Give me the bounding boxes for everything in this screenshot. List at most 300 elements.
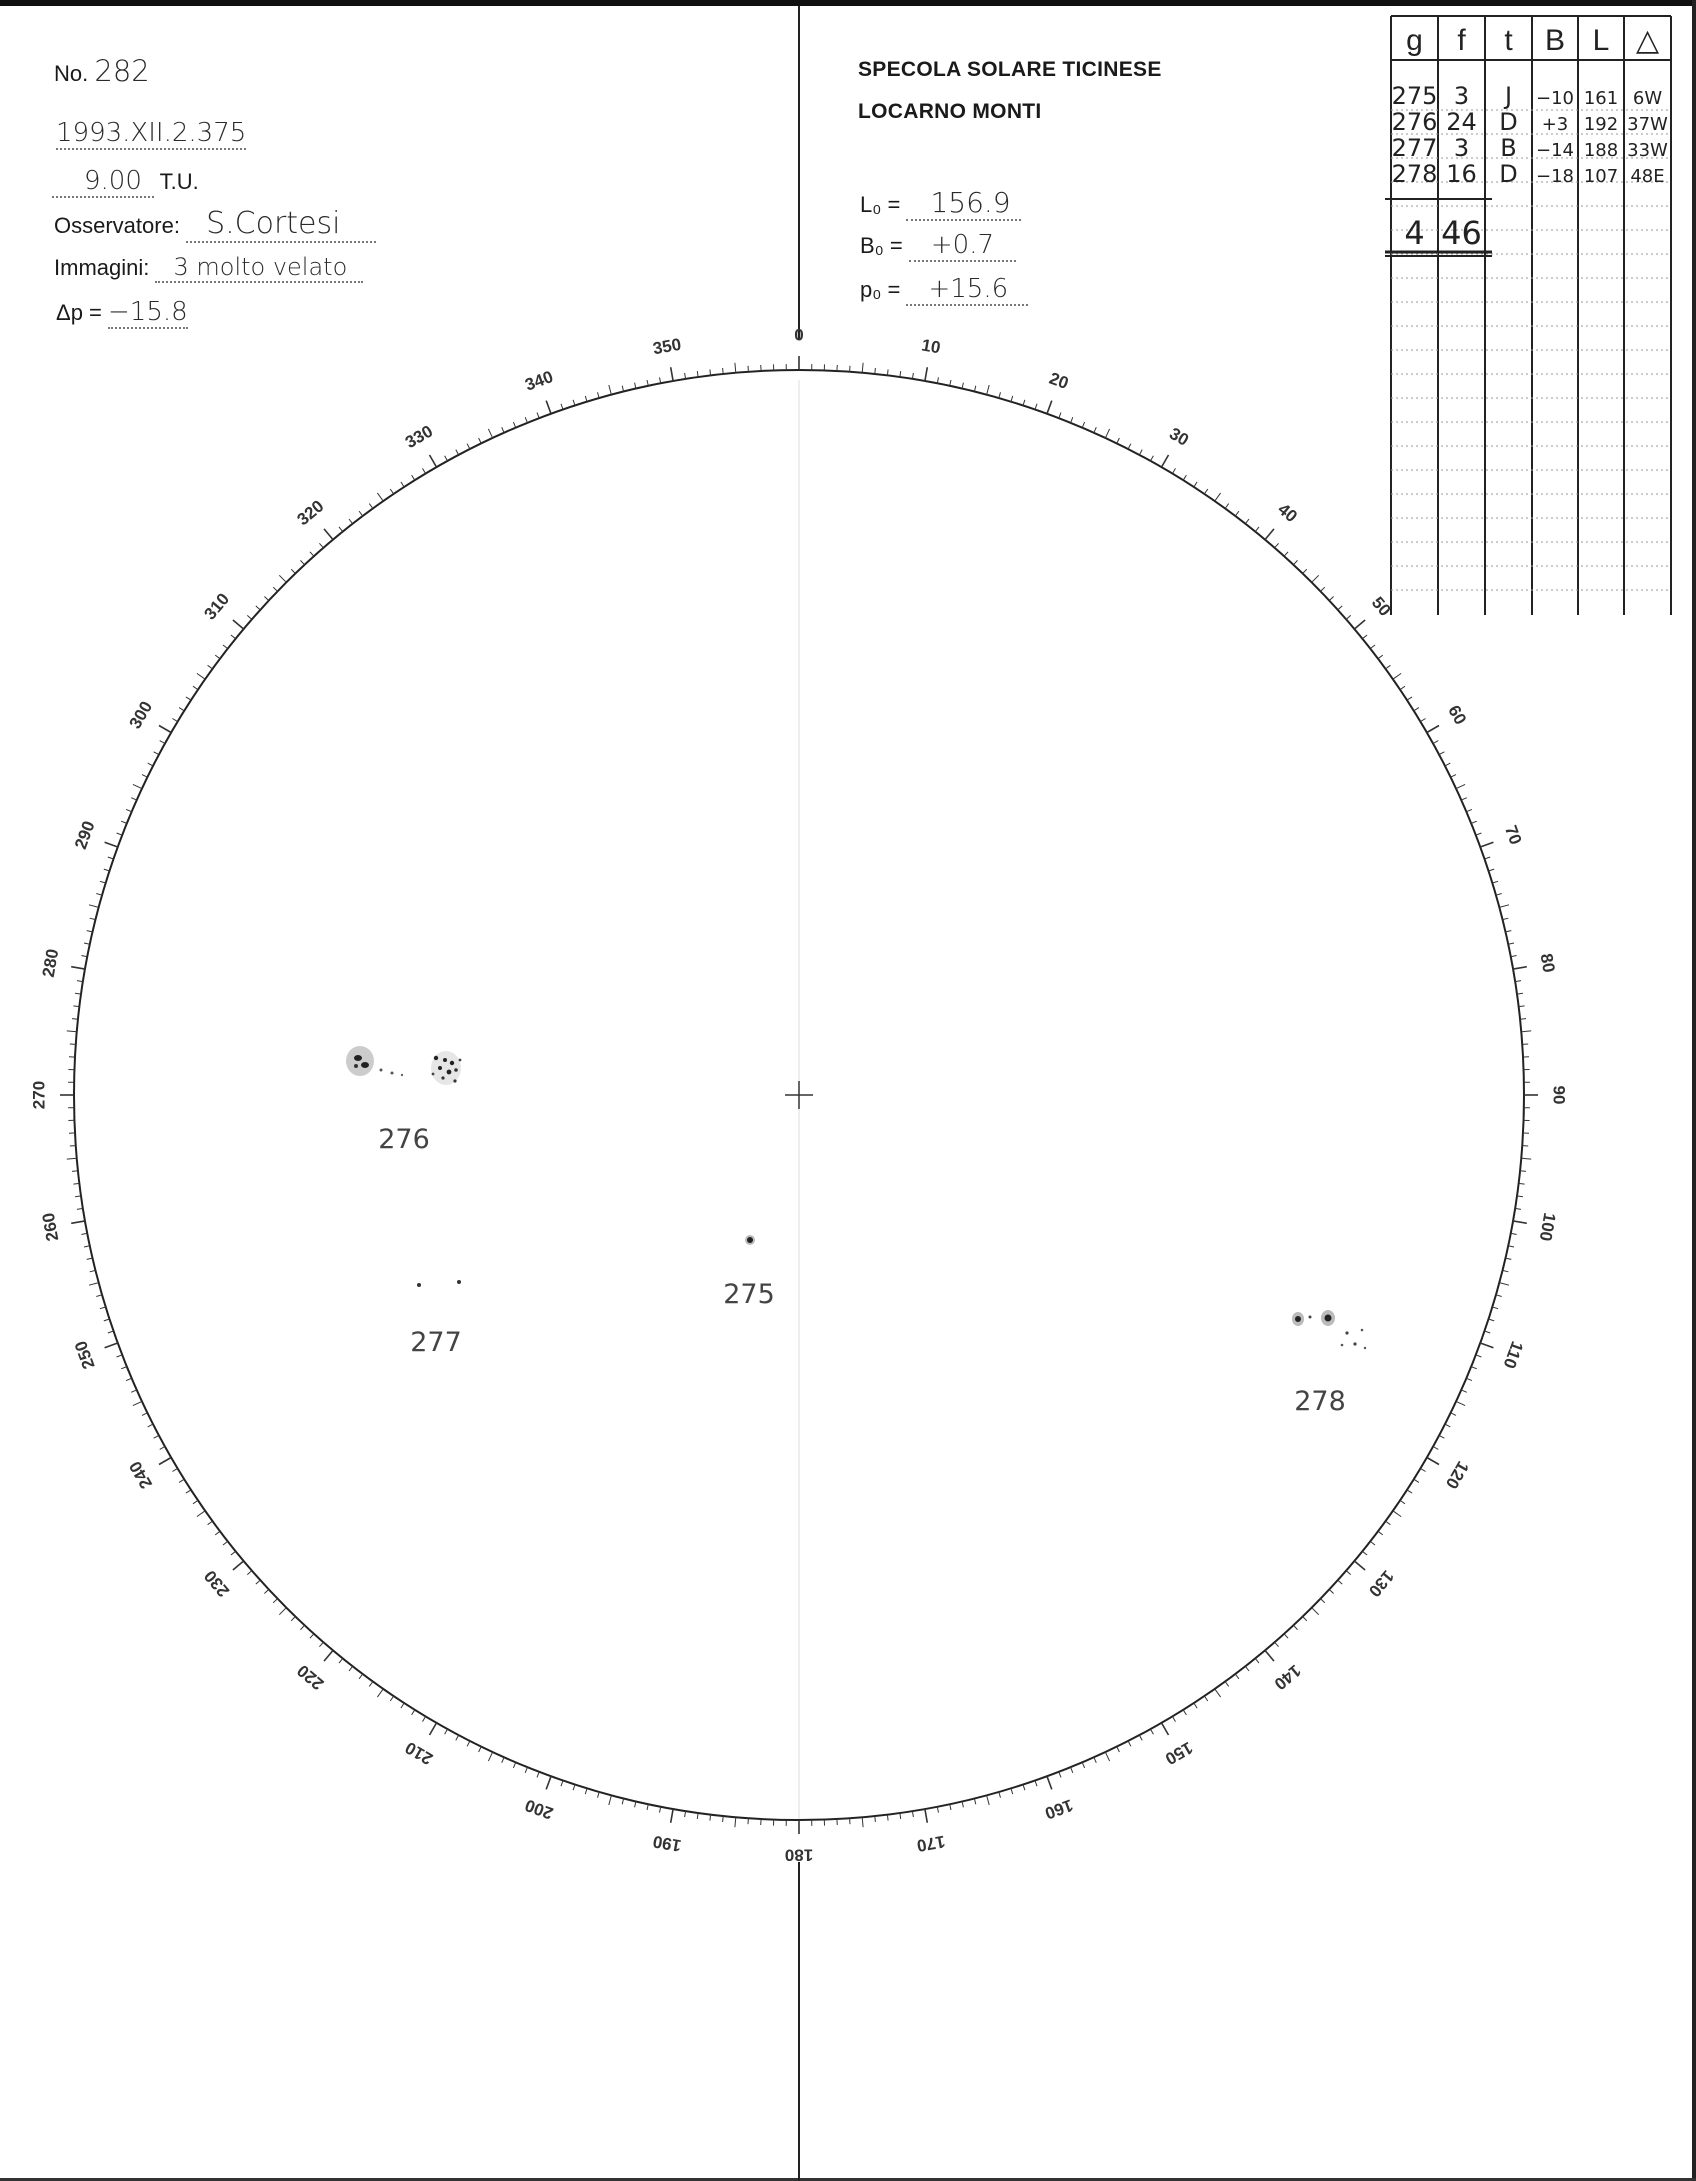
scale-tick bbox=[412, 475, 415, 480]
scale-tick bbox=[1321, 587, 1325, 591]
scale-tick bbox=[1338, 1580, 1342, 1584]
table-cell: −18 bbox=[1536, 166, 1574, 187]
scale-tick bbox=[1162, 1723, 1169, 1735]
table-cell: +3 bbox=[1541, 114, 1569, 135]
scale-label: 20 bbox=[1046, 368, 1072, 394]
table-cell: 276 bbox=[1391, 108, 1438, 136]
observer-label: Osservatore: bbox=[54, 213, 180, 238]
scale-tick bbox=[1354, 1561, 1365, 1570]
scale-tick bbox=[974, 386, 975, 392]
scale-tick bbox=[671, 1809, 673, 1823]
table-cell: 278 bbox=[1391, 160, 1438, 188]
scale-tick bbox=[1329, 1589, 1333, 1593]
scale-tick bbox=[660, 377, 661, 383]
scale-tick bbox=[179, 1479, 184, 1482]
table-cell: 16 bbox=[1446, 160, 1477, 188]
scale-tick bbox=[974, 1799, 975, 1805]
scale-tick bbox=[1515, 981, 1521, 982]
table-cell: 277 bbox=[1391, 134, 1438, 162]
scale-tick bbox=[84, 943, 90, 944]
scale-tick bbox=[369, 1682, 373, 1687]
table-cell: 37W bbox=[1627, 114, 1668, 135]
scale-tick bbox=[1362, 1551, 1367, 1555]
group-label-277: 277 bbox=[410, 1327, 462, 1358]
observatory-name: SPECOLA SOLARE TICINESE bbox=[858, 58, 1162, 81]
scale-tick bbox=[585, 1788, 587, 1794]
table-cell: 275 bbox=[1391, 82, 1438, 110]
scale-tick bbox=[1183, 1710, 1186, 1715]
scale-tick bbox=[1489, 1319, 1495, 1321]
observatory-place: LOCARNO MONTI bbox=[858, 100, 1042, 123]
scale-tick bbox=[537, 413, 539, 419]
scale-tick bbox=[104, 869, 110, 871]
scale-tick bbox=[1162, 455, 1169, 467]
scale-label: 140 bbox=[1270, 1660, 1305, 1694]
scale-label: 210 bbox=[401, 1737, 437, 1769]
scale-tick bbox=[247, 615, 252, 619]
scale-tick bbox=[1451, 775, 1456, 778]
scale-tick bbox=[1215, 493, 1221, 501]
scale-tick bbox=[186, 1490, 191, 1493]
scale-tick bbox=[647, 1804, 648, 1810]
scale-tick bbox=[925, 1809, 927, 1823]
scale-tick bbox=[133, 1401, 142, 1405]
scale-tick bbox=[1508, 943, 1514, 944]
scale-tick bbox=[1059, 1772, 1061, 1778]
scale-tick bbox=[1439, 752, 1444, 755]
table-cell: B bbox=[1500, 134, 1517, 162]
scale-tick bbox=[1035, 404, 1037, 410]
scale-tick bbox=[310, 552, 314, 556]
scale-label: 160 bbox=[1042, 1795, 1076, 1823]
scale-tick bbox=[1471, 821, 1477, 823]
scale-tick bbox=[1139, 450, 1142, 455]
scale-tick bbox=[310, 1634, 314, 1638]
table-cell: 192 bbox=[1583, 114, 1619, 135]
scale-tick bbox=[671, 367, 673, 381]
scale-tick bbox=[208, 1521, 213, 1525]
table-header-2: t bbox=[1504, 24, 1513, 57]
scale-tick bbox=[1433, 741, 1438, 744]
scale-tick bbox=[1485, 857, 1491, 859]
scale-tick bbox=[937, 377, 938, 383]
scale-tick bbox=[925, 367, 927, 381]
scale-tick bbox=[186, 697, 191, 700]
group-label-275: 275 bbox=[723, 1279, 775, 1310]
scale-tick bbox=[479, 438, 482, 443]
scale-label: 270 bbox=[29, 1080, 49, 1110]
scale-tick bbox=[72, 1019, 78, 1020]
scale-tick bbox=[445, 456, 448, 461]
scale-tick bbox=[710, 1815, 711, 1821]
scale-tick bbox=[1496, 894, 1502, 896]
scale-tick bbox=[525, 417, 527, 423]
scale-tick bbox=[1047, 401, 1052, 414]
scale-tick bbox=[1071, 417, 1073, 423]
delta-p-value: −15.8 bbox=[108, 297, 188, 327]
scale-tick bbox=[1047, 1776, 1052, 1789]
scale-tick bbox=[148, 1424, 153, 1427]
scale-tick bbox=[723, 368, 724, 374]
scale-tick bbox=[1215, 1689, 1221, 1697]
scale-tick bbox=[1362, 635, 1367, 639]
scale-tick bbox=[1505, 1258, 1511, 1259]
scale-label: 50 bbox=[1367, 593, 1395, 620]
scale-label: 220 bbox=[293, 1660, 328, 1694]
scale-tick bbox=[108, 1331, 114, 1333]
group-label-276: 276 bbox=[378, 1124, 430, 1155]
scale-tick bbox=[100, 881, 106, 883]
scale-tick bbox=[1427, 1458, 1439, 1465]
scale-tick bbox=[488, 1752, 492, 1761]
scale-tick bbox=[1275, 1642, 1279, 1647]
scale-label: 130 bbox=[1364, 1566, 1398, 1601]
scale-tick bbox=[456, 1735, 459, 1740]
scale-tick bbox=[90, 1270, 96, 1271]
scale-tick bbox=[81, 1233, 87, 1234]
scale-tick bbox=[1519, 1006, 1525, 1007]
scale-tick bbox=[273, 1599, 277, 1603]
scale-tick bbox=[1445, 1424, 1450, 1427]
scale-tick bbox=[1439, 1435, 1444, 1438]
scale-tick bbox=[1204, 489, 1207, 494]
scale-label: 330 bbox=[401, 421, 437, 453]
scale-tick bbox=[121, 821, 127, 823]
scale-label: 60 bbox=[1444, 702, 1471, 728]
scale-label: 290 bbox=[71, 818, 99, 852]
scale-tick bbox=[1105, 429, 1109, 438]
images-label: Immagini: bbox=[54, 255, 150, 280]
scale-tick bbox=[179, 708, 184, 711]
scale-tick bbox=[1194, 482, 1197, 487]
scale-tick bbox=[160, 741, 165, 744]
scale-tick bbox=[635, 383, 636, 389]
scale-tick bbox=[1386, 665, 1391, 669]
scale-tick bbox=[100, 1307, 106, 1309]
scale-tick bbox=[1151, 456, 1154, 461]
scale-tick bbox=[1456, 784, 1465, 788]
scale-tick bbox=[1329, 597, 1333, 601]
scale-tick bbox=[1520, 1171, 1526, 1172]
scale-tick bbox=[390, 1696, 393, 1701]
scale-tick bbox=[423, 468, 426, 473]
scale-tick bbox=[1094, 427, 1096, 433]
scale-tick bbox=[1370, 645, 1375, 649]
scale-tick bbox=[291, 1617, 295, 1621]
param-b0-value: +0.7 bbox=[909, 230, 1016, 262]
scale-tick bbox=[87, 931, 93, 932]
delta-p-label: Δp = bbox=[56, 300, 102, 325]
record-number-value: 282 bbox=[94, 54, 150, 88]
scale-tick bbox=[1480, 1343, 1493, 1348]
scale-tick bbox=[1414, 708, 1419, 711]
scale-tick bbox=[233, 620, 244, 629]
table-cell: −10 bbox=[1536, 88, 1574, 109]
sunspot-group-275 bbox=[745, 1235, 755, 1245]
scale-tick bbox=[81, 956, 87, 957]
scale-tick bbox=[1476, 1355, 1482, 1357]
table-total-groups: 4 bbox=[1404, 214, 1425, 252]
scale-tick bbox=[359, 1674, 363, 1679]
scale-tick bbox=[513, 422, 515, 428]
scale-tick bbox=[1284, 1634, 1288, 1638]
scale-tick bbox=[912, 373, 913, 379]
scale-tick bbox=[1461, 798, 1467, 800]
observation-time-value: 9.00 bbox=[52, 166, 154, 198]
scale-tick bbox=[279, 1608, 286, 1615]
scale-tick bbox=[1151, 1729, 1154, 1734]
scale-tick bbox=[349, 1666, 353, 1671]
table-cell: D bbox=[1499, 108, 1518, 136]
scale-label: 180 bbox=[784, 1845, 814, 1865]
scale-tick bbox=[1312, 1608, 1319, 1615]
scale-tick bbox=[635, 1801, 636, 1807]
scale-tick bbox=[1071, 1767, 1073, 1773]
scale-tick bbox=[875, 1816, 876, 1822]
scale-tick bbox=[1117, 438, 1120, 443]
scale-tick bbox=[369, 504, 373, 509]
scale-tick bbox=[1400, 1500, 1405, 1503]
table-cell: 3 bbox=[1453, 134, 1470, 162]
scale-tick bbox=[359, 511, 363, 516]
scale-tick bbox=[172, 1468, 177, 1471]
scale-tick bbox=[1420, 1468, 1425, 1471]
scale-tick bbox=[987, 1795, 990, 1805]
scale-tick bbox=[1499, 905, 1509, 908]
table-cell: 107 bbox=[1583, 166, 1619, 187]
scale-tick bbox=[609, 1795, 612, 1805]
scale-tick bbox=[105, 842, 118, 847]
param-b0-label: B₀ = bbox=[860, 233, 903, 258]
table-cell: 188 bbox=[1583, 140, 1619, 161]
scale-tick bbox=[1094, 1757, 1096, 1763]
scale-tick bbox=[1519, 1183, 1525, 1184]
table-cell: −14 bbox=[1536, 140, 1574, 161]
scale-tick bbox=[1476, 833, 1482, 835]
scale-tick bbox=[160, 1447, 165, 1450]
scale-tick bbox=[1471, 1367, 1477, 1369]
table-cell: 6W bbox=[1632, 88, 1663, 109]
scale-tick bbox=[445, 1729, 448, 1734]
scale-tick bbox=[1386, 1521, 1391, 1525]
scale-tick bbox=[1245, 519, 1249, 524]
param-l0-value: 156.9 bbox=[906, 186, 1020, 221]
scale-tick bbox=[887, 369, 888, 375]
scale-tick bbox=[339, 527, 343, 532]
scale-tick bbox=[950, 380, 951, 386]
observation-time-unit: T.U. bbox=[159, 169, 199, 194]
scale-tick bbox=[256, 606, 260, 610]
scale-tick bbox=[1105, 1752, 1109, 1761]
scale-tick bbox=[525, 1767, 527, 1773]
scale-tick bbox=[598, 1792, 600, 1798]
scale-tick bbox=[1172, 1716, 1175, 1721]
scale-tick bbox=[1172, 468, 1175, 473]
scale-tick bbox=[962, 1801, 963, 1807]
scale-label: 80 bbox=[1536, 952, 1559, 974]
scale-tick bbox=[1485, 1331, 1491, 1333]
scale-tick bbox=[1461, 1390, 1467, 1392]
scale-tick bbox=[1245, 1666, 1249, 1671]
scale-tick bbox=[1082, 1762, 1084, 1768]
scale-tick bbox=[71, 967, 85, 969]
scale-tick bbox=[377, 1689, 383, 1697]
scale-tick bbox=[950, 1804, 951, 1810]
scale-tick bbox=[1407, 697, 1412, 700]
scale-tick bbox=[1117, 1747, 1120, 1752]
scale-tick bbox=[401, 482, 404, 487]
scale-tick bbox=[159, 726, 171, 733]
scale-tick bbox=[1480, 842, 1493, 847]
scale-tick bbox=[479, 1747, 482, 1752]
scale-tick bbox=[324, 1650, 333, 1661]
scale-label: 30 bbox=[1166, 423, 1192, 450]
scale-tick bbox=[133, 784, 142, 788]
scale-tick bbox=[1414, 1479, 1419, 1482]
scale-tick bbox=[1515, 1208, 1521, 1209]
scale-tick bbox=[1128, 444, 1131, 449]
scale-tick bbox=[401, 1703, 404, 1708]
scale-tick bbox=[430, 1723, 437, 1735]
scale-tick bbox=[1521, 1158, 1531, 1159]
scale-tick bbox=[1489, 869, 1495, 871]
scale-tick bbox=[159, 1458, 171, 1465]
scale-tick bbox=[197, 673, 205, 679]
scale-tick bbox=[291, 569, 295, 573]
table-header-4: L bbox=[1592, 24, 1610, 57]
scale-tick bbox=[1303, 569, 1307, 573]
scale-label: 320 bbox=[293, 496, 328, 530]
scale-tick bbox=[1035, 1781, 1037, 1787]
scale-tick bbox=[430, 455, 437, 467]
scale-tick bbox=[488, 429, 492, 438]
scale-tick bbox=[1407, 1490, 1412, 1493]
scale-tick bbox=[154, 1435, 159, 1438]
images-value: 3 molto velato bbox=[155, 253, 363, 283]
scale-tick bbox=[912, 1811, 913, 1817]
scale-label: 110 bbox=[1499, 1338, 1527, 1372]
table-cell: 48E bbox=[1630, 166, 1665, 187]
scale-tick bbox=[1378, 1531, 1383, 1535]
scale-label: 120 bbox=[1441, 1457, 1473, 1493]
scale-tick bbox=[264, 597, 268, 601]
scale-tick bbox=[546, 1776, 551, 1789]
table-cell: J bbox=[1504, 82, 1513, 110]
scale-tick bbox=[126, 1378, 132, 1380]
scale-tick bbox=[319, 1642, 323, 1647]
table-header-5: △ bbox=[1635, 24, 1660, 57]
scale-tick bbox=[1513, 1221, 1527, 1223]
scale-tick bbox=[1255, 1658, 1259, 1663]
scale-tick bbox=[1139, 1735, 1142, 1740]
scale-tick bbox=[685, 1811, 686, 1817]
scale-tick bbox=[1420, 719, 1425, 722]
scale-tick bbox=[1265, 1650, 1274, 1661]
scale-tick bbox=[71, 1221, 85, 1223]
scale-label: 240 bbox=[125, 1457, 157, 1493]
scale-tick bbox=[96, 894, 102, 896]
scale-tick bbox=[301, 1625, 305, 1629]
table-cell: D bbox=[1499, 160, 1518, 188]
scale-tick bbox=[73, 1006, 79, 1007]
scale-tick bbox=[1183, 475, 1186, 480]
scale-tick bbox=[233, 1561, 244, 1570]
scale-tick bbox=[1466, 1378, 1472, 1380]
scale-tick bbox=[319, 543, 323, 548]
scale-tick bbox=[247, 1571, 252, 1575]
scale-tick bbox=[723, 1816, 724, 1822]
scale-tick bbox=[1511, 1233, 1517, 1234]
scale-tick bbox=[1023, 1785, 1025, 1791]
scale-tick bbox=[467, 444, 470, 449]
scale-label: 340 bbox=[522, 367, 556, 395]
scale-tick bbox=[1265, 529, 1274, 540]
scale-label: 200 bbox=[522, 1795, 556, 1823]
scale-tick bbox=[256, 1580, 260, 1584]
scale-tick bbox=[573, 400, 575, 406]
scale-tick bbox=[1225, 1682, 1229, 1687]
scale-tick bbox=[999, 392, 1001, 398]
scale-tick bbox=[1128, 1741, 1131, 1746]
scale-tick bbox=[390, 489, 393, 494]
scale-tick bbox=[1427, 726, 1439, 733]
scale-tick bbox=[215, 655, 220, 659]
scale-tick bbox=[1393, 673, 1401, 679]
scale-label: 40 bbox=[1274, 499, 1301, 527]
table-header-1: f bbox=[1457, 24, 1466, 57]
scale-tick bbox=[126, 809, 132, 811]
scale-tick bbox=[1520, 1019, 1526, 1020]
scale-tick bbox=[1346, 1571, 1351, 1575]
scale-tick bbox=[1521, 1031, 1531, 1032]
scale-tick bbox=[1312, 575, 1319, 582]
scale-tick bbox=[585, 396, 587, 402]
scale-tick bbox=[423, 1716, 426, 1721]
scale-label: 190 bbox=[651, 1831, 683, 1856]
scale-tick bbox=[1496, 1295, 1502, 1297]
scale-tick bbox=[937, 1807, 938, 1813]
scale-tick bbox=[1492, 1307, 1498, 1309]
sunspot-group-277 bbox=[417, 1280, 461, 1287]
scale-label: 350 bbox=[651, 334, 683, 359]
scale-tick bbox=[1225, 504, 1229, 509]
scale-tick bbox=[710, 369, 711, 375]
scale-tick bbox=[1393, 1511, 1401, 1517]
scale-label: 100 bbox=[1535, 1211, 1560, 1243]
scale-tick bbox=[197, 1511, 205, 1517]
param-p0-label: p₀ = bbox=[860, 277, 901, 302]
scale-tick bbox=[561, 404, 563, 410]
scale-tick bbox=[1451, 1413, 1456, 1416]
scale-tick bbox=[105, 1343, 118, 1348]
table-cell: 24 bbox=[1446, 108, 1477, 136]
scale-tick bbox=[622, 386, 623, 392]
scale-tick bbox=[1011, 396, 1013, 402]
scale-tick bbox=[77, 981, 83, 982]
scale-tick bbox=[72, 1171, 78, 1172]
scale-tick bbox=[1400, 686, 1405, 689]
scale-tick bbox=[1456, 1401, 1465, 1405]
scale-tick bbox=[349, 519, 353, 524]
scale-tick bbox=[1023, 400, 1025, 406]
scale-tick bbox=[412, 1710, 415, 1715]
scale-label: 260 bbox=[38, 1211, 63, 1243]
scale-tick bbox=[1370, 1541, 1375, 1545]
scale-tick bbox=[513, 1762, 515, 1768]
scale-tick bbox=[1284, 552, 1288, 556]
scale-tick bbox=[862, 363, 863, 373]
scale-tick bbox=[223, 645, 228, 649]
